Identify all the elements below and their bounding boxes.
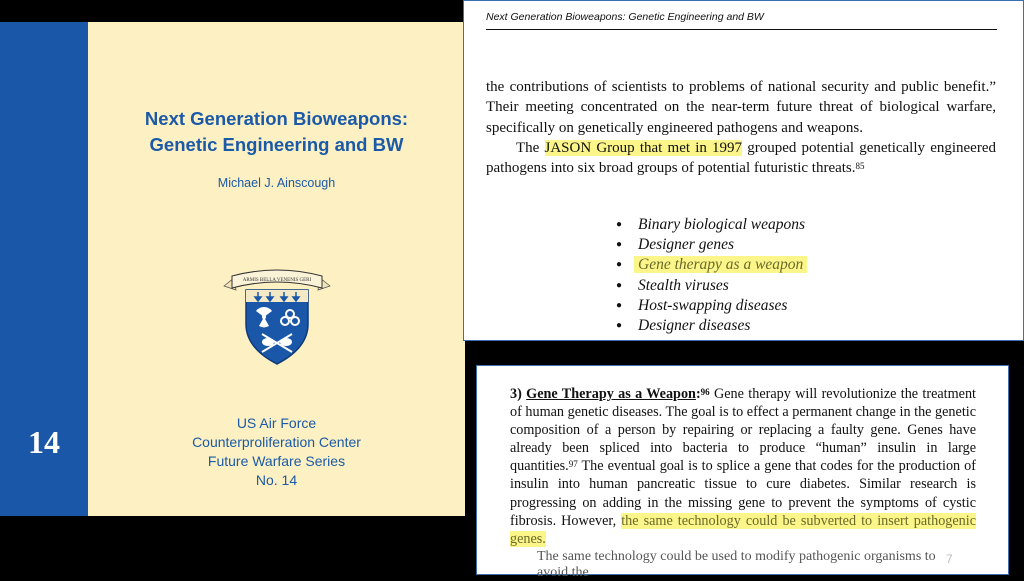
publisher-line: No. 14: [255, 472, 298, 488]
header-rule: [486, 29, 997, 30]
cut-off-line: The same technology could be used to modify pathogenic organisms to avoid the: [537, 549, 936, 580]
list-item-highlighted: [616, 255, 807, 275]
list-item: ● Host-swapping diseases: [616, 296, 807, 316]
cover-author: Michael J. Ainscough: [217, 176, 336, 190]
cover-title-line1: Next Generation Bioweapons:: [144, 108, 409, 129]
footnote-85: 85: [855, 161, 865, 172]
cover-title: [88, 106, 465, 158]
list-item: ● Binary biological weapons: [616, 215, 807, 235]
publisher-line: US Air Force: [236, 415, 317, 431]
running-header: Next Generation Bioweapons: Genetic Engineering and BW: [486, 11, 764, 23]
series-number: 14: [28, 424, 60, 460]
heading-title: Gene Therapy as a Weapon: [526, 386, 696, 402]
crest-shield-icon: [222, 260, 332, 370]
cover-title-line2: Genetic Engineering and BW: [149, 134, 404, 155]
cover-spine: [0, 22, 88, 516]
excerpt2-text2: The eventual goal is to splice a gene that codes for the production of insulin into human pancreatic tissue to cure diabetes. Similar research is progressing on adding in the missing gene to prevent the symptoms of cystic fibrosis. However,: [510, 458, 976, 529]
threat-list: [616, 215, 807, 336]
highlight-subverted: the same technology could be subverted to insert pathogenic genes.: [510, 512, 977, 547]
publisher-line: Future Warfare Series: [207, 453, 346, 469]
para2-text-end: grouped potential genetically engineered pathogens into six broad groups of potential futuristic threats.: [486, 139, 996, 177]
heading-number: 3): [510, 386, 522, 402]
excerpt-gene-therapy: [476, 365, 1009, 580]
list-item: ● Stealth viruses: [616, 276, 807, 296]
slide-page-number: 7: [946, 552, 953, 566]
excerpt2-body: [510, 385, 976, 548]
list-item: ● Designer diseases: [616, 316, 807, 336]
excerpt1-paragraph1: the contributions of scientists to problems of national security and public benefit.” Their meeting concentrated on the near-term future threat of biological warfare, specifically on genetically engineered pathogens and weapons.: [486, 79, 996, 136]
publisher-line: Counterproliferation Center: [192, 434, 361, 450]
book-cover: [0, 22, 465, 516]
highlight-gene-therapy: Gene therapy as a weapon: [634, 256, 807, 273]
list-item: ● Designer genes: [616, 235, 807, 255]
footnote-96: 96: [700, 387, 710, 397]
footnote-97: 97: [568, 459, 578, 470]
cover-publisher: [88, 414, 465, 490]
svg-text:ARMIS BELLA VENENIS GERI: ARMIS BELLA VENENIS GERI: [242, 278, 312, 283]
excerpt2-text1: Gene therapy will revolutionize the treatment of human genetic diseases. The goal is to effect a permanent change in the genetic composition of a person by repairing or replacing a faulty gene. Genes have already been spliced into bacteria to produce “human” insulin in large quantities.: [510, 386, 976, 475]
highlight-jason-group: JASON Group that met in 1997: [544, 139, 743, 156]
para2-text-start: The: [516, 139, 545, 156]
section-heading: 3) Gene Therapy as a Weapon:$^{96}$: [510, 386, 710, 402]
excerpt-jason-group: [463, 0, 1024, 341]
excerpt1-body: [486, 77, 996, 178]
excerpt1-paragraph2: [486, 138, 996, 179]
